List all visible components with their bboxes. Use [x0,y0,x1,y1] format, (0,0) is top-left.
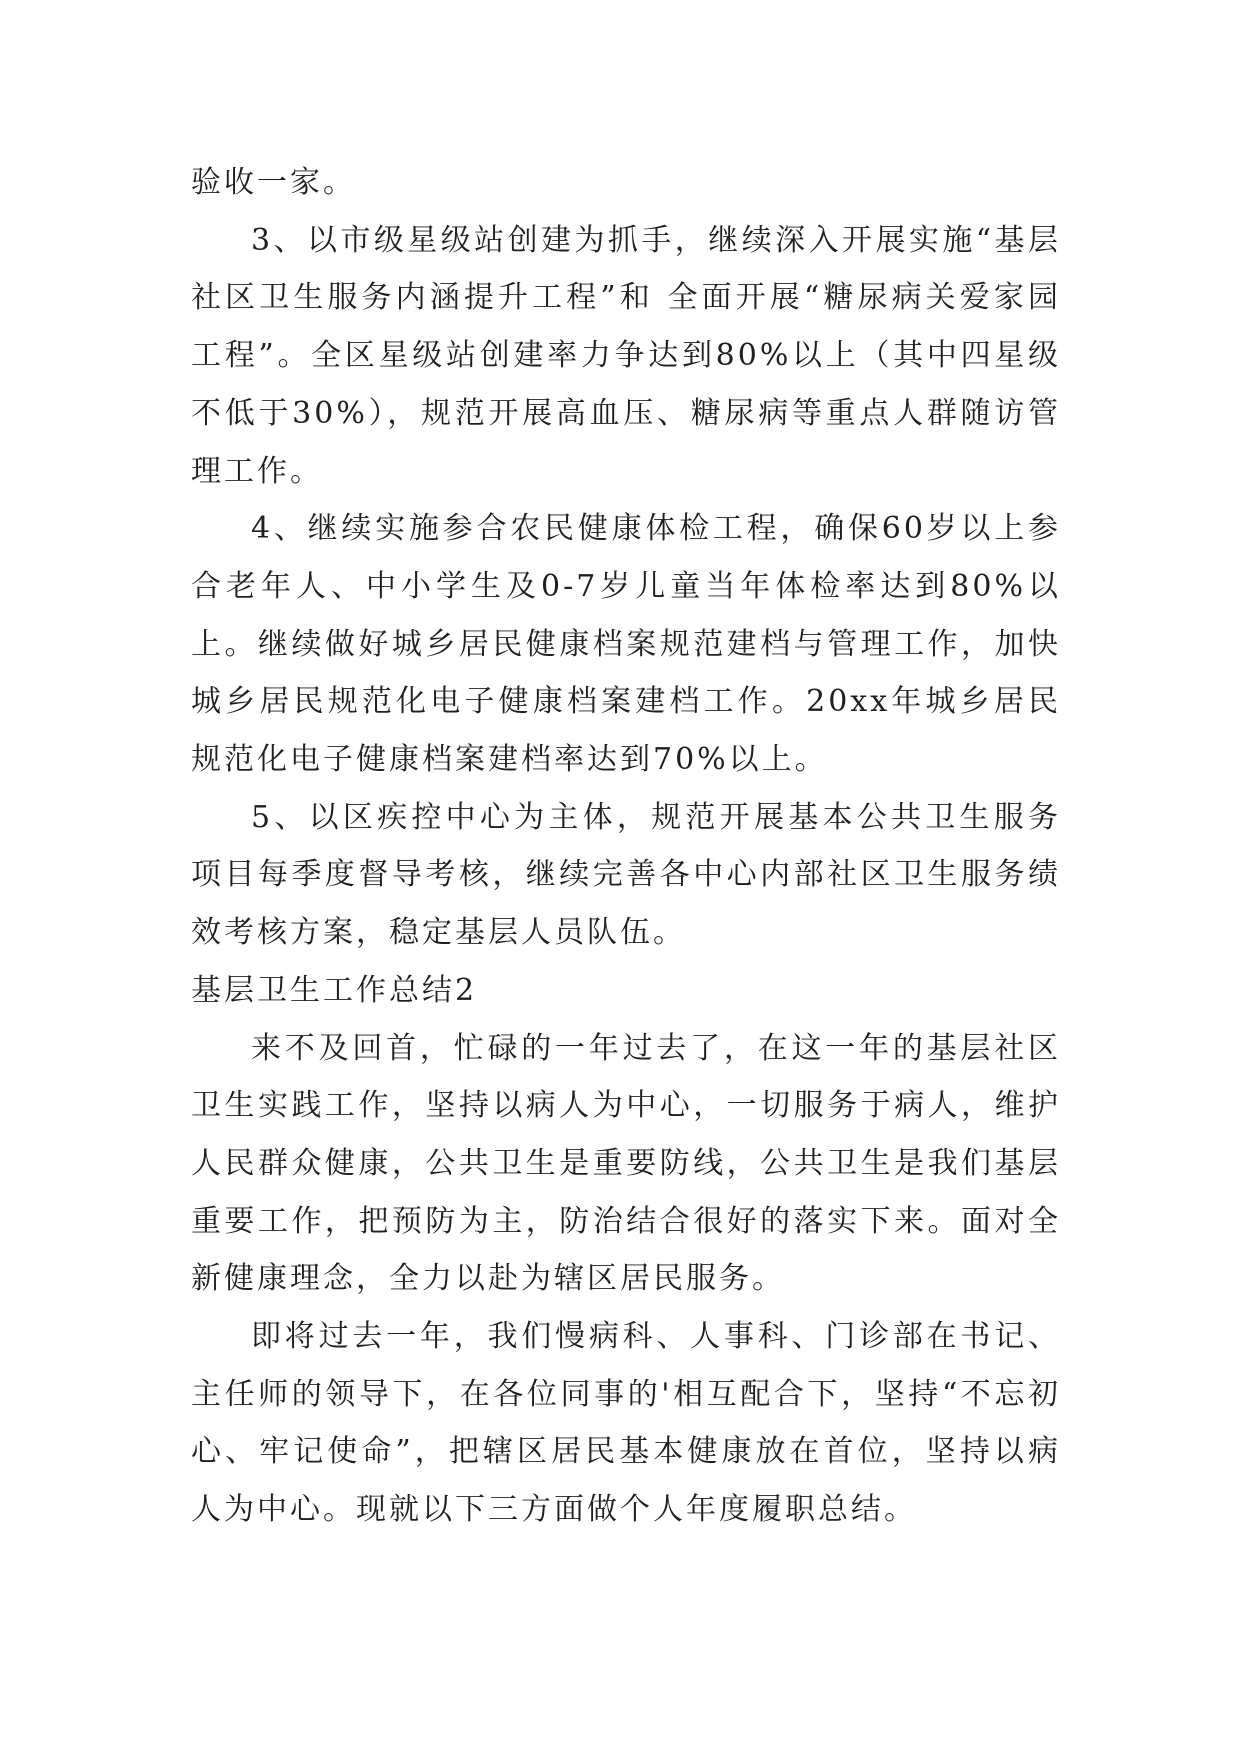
paragraph: 5、以区疾控中心为主体，规范开展基本公共卫生服务项目每季度督导考核，继续完善各中心内部社区卫生服务绩效考核方案，稳定基层人员队伍。 [191,799,1061,951]
paragraph: 验收一家。 [191,165,356,200]
paragraph: 即将过去一年，我们慢病科、人事科、门诊部在书记、主任师的领导下，在各位同事的'相互配合下，坚持“不忘初心、牢记使命”，把辖区居民基本健康放在首位，坚持以病人为中心。现就以下三方面做个人年度履职总结。 [191,1319,1061,1528]
section-title: 基层卫生工作总结2 [191,972,478,1008]
paragraph: 4、继续实施参合农民健康体检工程，确保60岁以上参合老年人、中小学生及0-7岁儿童当年体检率达到80%以上。继续做好城乡居民健康档案规范建档与管理工作，加快城乡居民规范化电子健康档案建档工作。20xx年城乡居民规范化电子健康档案建档率达到70%以上。 [191,511,1061,778]
document-body [191,154,1061,1539]
paragraph: 3、以市级星级站创建为抓手，继续深入开展实施“基层社区卫生服务内涵提升工程”和 全面开展“糖尿病关爱家园工程”。全区星级站创建率力争达到80%以上（其中四星级不低于30%），规范开展高血压、糖尿病等重点人群随访管理工作。 [191,222,1061,489]
paragraph: 来不及回首，忙碌的一年过去了，在这一年的基层社区卫生实践工作，坚持以病人为中心，一切服务于病人，维护人民群众健康，公共卫生是重要防线，公共卫生是我们基层重要工作，把预防为主，防治结合很好的落实下来。面对全新健康理念，全力以赴为辖区居民服务。 [191,1030,1061,1297]
